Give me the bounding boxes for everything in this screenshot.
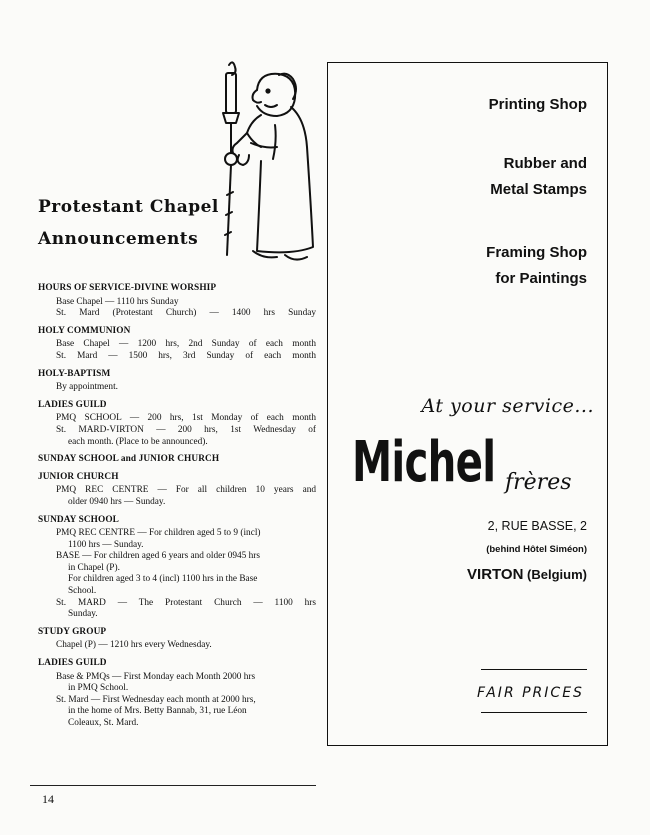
chapel-title-line2: Announcements	[38, 229, 199, 249]
section-junior-church	[38, 472, 316, 509]
section-line: older 0940 hrs — Sunday.	[68, 496, 166, 507]
fair-prices-rule-bottom	[481, 712, 587, 713]
ad-business-suffix: frères	[505, 470, 572, 495]
footer-rule	[30, 785, 316, 786]
ad-city-name: VIRTON	[467, 566, 524, 583]
section-line: in PMQ School.	[68, 683, 129, 694]
ad-for-paintings: for Paintings	[495, 270, 587, 287]
section-heading: HOLY-BAPTISM	[38, 368, 111, 379]
section-ladies-guild	[38, 400, 316, 448]
section-line: St. MARD — The Protestant Church — 1100 hrs	[56, 597, 316, 608]
section-line: St. Mard — 1500 hrs, 3rd Sunday of each month	[56, 350, 316, 361]
section-line: St. Mard — First Wednesday each month at 2000 hrs,	[56, 694, 256, 705]
ad-address: 2, RUE BASSE, 2	[487, 519, 587, 533]
section-heading: HOURS OF SERVICE-DIVINE WORSHIP	[38, 283, 217, 293]
ad-tagline: At your service...	[421, 395, 594, 417]
section-line: 1100 hrs — Sunday.	[68, 539, 144, 550]
section-line: St. Mard (Protestant Church) — 1400 hrs Sunday	[56, 308, 316, 319]
section-line: each month. (Place to be announced).	[68, 436, 208, 447]
section-holy-baptism	[38, 369, 316, 394]
ad-country: (Belgium)	[527, 567, 587, 582]
section-heading: LADIES GUILD	[38, 658, 107, 669]
section-line: By appointment.	[56, 382, 118, 393]
section-line: Base Chapel — 1200 hrs, 2nd Sunday of each month	[56, 339, 316, 350]
section-line: Coleaux, St. Mard.	[68, 718, 139, 728]
ad-printing-shop: Printing Shop	[488, 96, 587, 113]
page-number: 14	[42, 792, 54, 806]
announcement-sections	[38, 283, 316, 736]
section-line: PMQ REC CENTRE — For all children 10 years and	[56, 485, 316, 496]
section-line: BASE — For children aged 6 years and older 0945 hrs	[56, 551, 260, 562]
section-line: Chapel (P) — 1210 hrs every Wednesday.	[56, 640, 212, 651]
ad-business-name: Michel	[352, 430, 496, 495]
chapel-title-line1: Protestant Chapel	[38, 197, 219, 217]
section-line: in Chapel (P).	[68, 562, 120, 573]
section-heading: STUDY GROUP	[38, 626, 107, 637]
section-holy-communion	[38, 326, 316, 363]
section-line: St. MARD-VIRTON — 200 hrs, 1st Wednesday of	[56, 424, 316, 435]
ad-rubber-and: Rubber and	[503, 155, 587, 172]
ad-framing-shop: Framing Shop	[486, 244, 587, 261]
section-heading: JUNIOR CHURCH	[38, 471, 119, 482]
section-heading: SUNDAY SCHOOL and JUNIOR CHURCH	[38, 454, 220, 465]
fair-prices-rule-top	[481, 669, 587, 670]
section-hours-of-service	[38, 283, 316, 320]
section-line: School.	[68, 586, 97, 597]
section-sunday-school	[38, 515, 316, 621]
ad-metal-stamps: Metal Stamps	[490, 181, 587, 198]
section-heading: HOLY COMMUNION	[38, 325, 131, 336]
section-line: in the home of Mrs. Betty Bannab, 31, rue Léon	[68, 706, 247, 717]
section-heading: LADIES GUILD	[38, 399, 107, 410]
section-line: PMQ REC CENTRE — For children aged 5 to 9 (incl)	[56, 528, 261, 539]
section-line: Base & PMQs — First Monday each Month 2000 hrs	[56, 671, 256, 682]
section-line: Base Chapel — 1110 hrs Sunday	[56, 296, 179, 307]
section-line: For children aged 3 to 4 (incl) 1100 hrs in the Base	[68, 574, 258, 585]
ad-fair-prices: FAIR PRICES	[477, 685, 584, 701]
section-line: PMQ SCHOOL — 200 hrs, 1st Monday of each month	[56, 413, 316, 424]
section-ladies-guild-2	[38, 658, 316, 730]
section-study-group	[38, 627, 316, 652]
section-line: Sunday.	[68, 609, 98, 620]
monk-candle-illustration	[205, 55, 325, 275]
ad-city	[467, 566, 587, 583]
section-sunday-school-junior-church	[38, 454, 316, 466]
section-heading: SUNDAY SCHOOL	[38, 514, 119, 525]
ad-address-note: (behind Hôtel Siméon)	[486, 544, 587, 555]
